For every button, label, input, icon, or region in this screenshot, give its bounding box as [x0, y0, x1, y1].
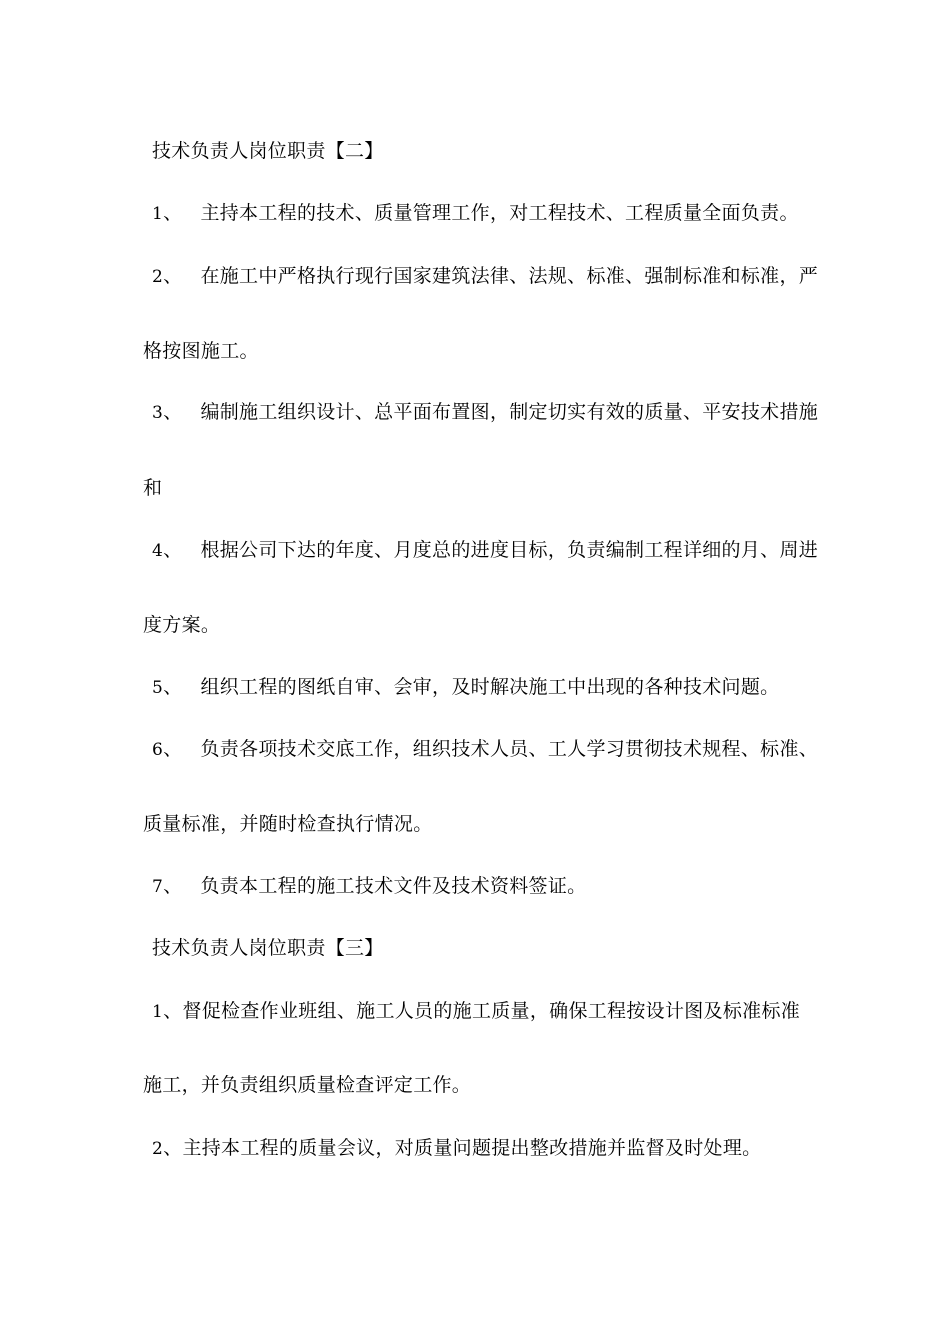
item-text: 负责本工程的施工技术文件及技术资料签证。: [200, 875, 587, 897]
item-text: 在施工中严格执行现行国家建筑法律、法规、标准、强制标准和标准，严: [200, 265, 819, 287]
section-heading: 技术负责人岗位职责【二】: [152, 140, 384, 162]
item-text: 组织工程的图纸自审、会审，及时解决施工中出现的各种技术问题。: [200, 676, 780, 698]
item-continuation: 度方案。: [143, 614, 221, 636]
item-separator: 、: [163, 1000, 183, 1022]
item-text: 主持本工程的技术、质量管理工作，对工程技术、工程质量全面负责。: [200, 202, 799, 224]
item-number: 4: [152, 541, 164, 561]
item-separator: 、: [163, 1137, 183, 1159]
item-number: 1: [152, 204, 164, 224]
list-item-4: [152, 538, 818, 563]
list-item-1: [152, 201, 799, 226]
item-separator: 、: [163, 676, 183, 698]
item-number: 5: [152, 678, 164, 698]
item-text: 编制施工组织设计、总平面布置图，制定切实有效的质量、平安技术措施: [200, 401, 819, 423]
item-text: 根据公司下达的年度、月度总的进度目标，负责编制工程详细的月、周进: [200, 539, 819, 561]
list-item-3: [152, 400, 818, 425]
item-continuation: 和: [143, 477, 163, 499]
item-separator: 、: [163, 875, 183, 897]
list-item-2: [152, 264, 818, 289]
section-heading: 技术负责人岗位职责【三】: [152, 937, 384, 959]
item-continuation: 施工，并负责组织质量检查评定工作。: [143, 1074, 472, 1096]
item-text: 主持本工程的质量会议，对质量问题提出整改措施并监督及时处理。: [182, 1137, 762, 1159]
item-continuation: 质量标准，并随时检查执行情况。: [143, 813, 433, 835]
list-item-1: [152, 999, 800, 1024]
list-item-5: [152, 675, 779, 700]
item-text: 负责各项技术交底工作，组织技术人员、工人学习贯彻技术规程、标准、: [200, 738, 819, 760]
item-separator: 、: [163, 539, 183, 561]
item-separator: 、: [163, 202, 183, 224]
list-item-6: [152, 737, 818, 762]
item-separator: 、: [163, 738, 183, 760]
item-separator: 、: [163, 265, 183, 287]
item-number: 2: [152, 267, 164, 287]
item-number: 7: [152, 877, 164, 897]
item-separator: 、: [163, 401, 183, 423]
item-text: 督促检查作业班组、施工人员的施工质量，确保工程按设计图及标准标准: [182, 1000, 801, 1022]
item-number: 2: [152, 1139, 164, 1159]
item-number: 1: [152, 1002, 164, 1022]
list-item-2: [152, 1136, 761, 1161]
item-number: 3: [152, 403, 164, 423]
item-continuation: 格按图施工。: [143, 340, 259, 362]
list-item-7: [152, 874, 586, 899]
item-number: 6: [152, 740, 164, 760]
